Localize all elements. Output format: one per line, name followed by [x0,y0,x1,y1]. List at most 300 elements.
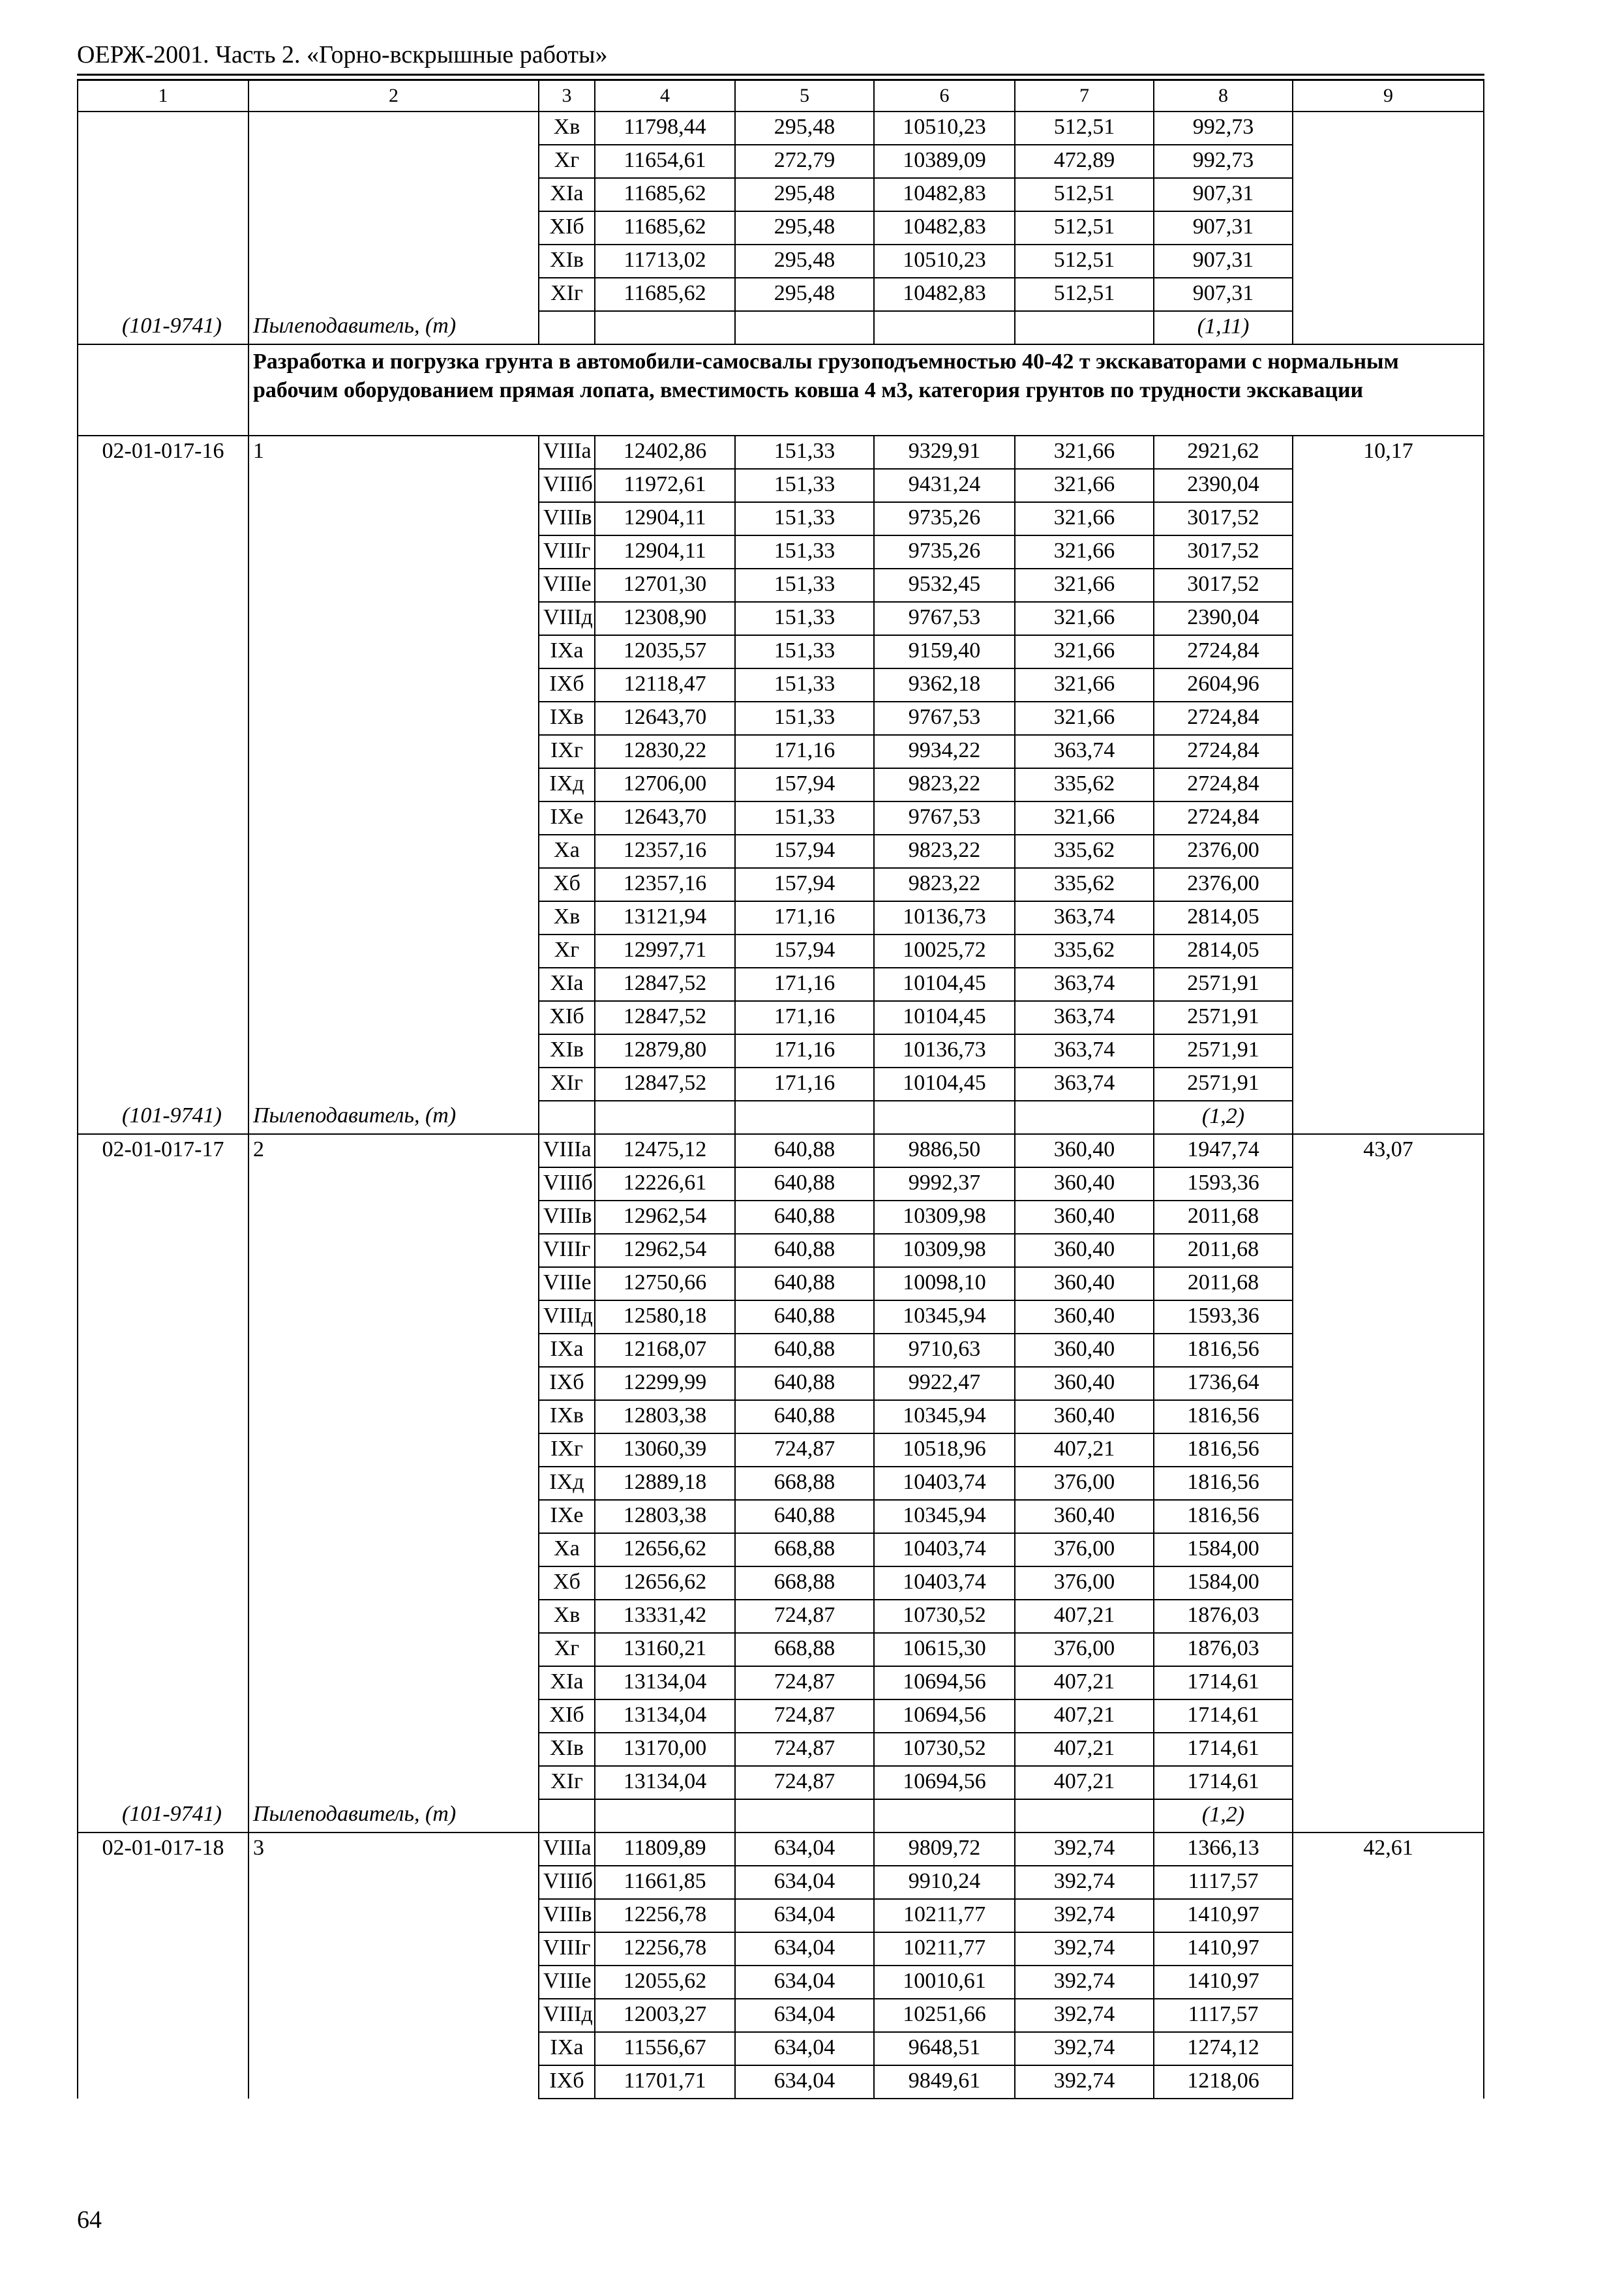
table-row [78,1167,1484,1201]
cell-col3: VIIIд [539,1300,595,1334]
cell-code [78,1966,248,1999]
cell-col3: IXб [539,668,595,702]
cell-col6: 10694,56 [874,1766,1015,1799]
cell-col8: 1714,61 [1154,1666,1293,1699]
cell-col5: 640,88 [735,1400,874,1433]
cell-col8: 1816,56 [1154,1467,1293,1500]
cell-code [78,1666,248,1699]
cell-col8: 2376,00 [1154,868,1293,901]
cell-col9 [1293,211,1484,245]
cell-col9 [1293,868,1484,901]
cell-col5: 668,88 [735,1467,874,1500]
cell-col9 [1293,502,1484,535]
cell-col6: 9329,91 [874,436,1015,469]
cell-col8: 2814,05 [1154,935,1293,968]
cell-name [248,1433,539,1467]
cell-col6: 9910,24 [874,1866,1015,1899]
cell-col6: 9710,63 [874,1334,1015,1367]
cell-code [78,1300,248,1334]
cell-name [248,1267,539,1300]
table-row [78,1433,1484,1467]
cell-col7: 512,51 [1015,245,1154,278]
table-row [78,768,1484,801]
dust-value: (1,11) [1154,311,1293,344]
cell-col9 [1293,1467,1484,1500]
cell-col3: XIа [539,968,595,1001]
cell-col3: XIв [539,1034,595,1068]
cell-code [78,1367,248,1400]
cell-col3: VIIIб [539,1167,595,1201]
cell-name [248,535,539,569]
cell-col5: 171,16 [735,968,874,1001]
cell-col7: 321,66 [1015,635,1154,668]
cell-name [248,178,539,211]
cell-col5: 295,48 [735,178,874,211]
cell-col4: 12256,78 [595,1899,735,1932]
table-row [78,1367,1484,1400]
cell-empty [735,1101,874,1134]
cell-col4: 12879,80 [595,1034,735,1068]
cell-name [248,1500,539,1533]
header-rule-thick [77,74,1484,76]
cell-name [248,1034,539,1068]
cell-col6: 10104,45 [874,1001,1015,1034]
cell-code [78,245,248,278]
table-row [78,2065,1484,2099]
cell-col6: 9886,50 [874,1134,1015,1167]
cell-col3: XIа [539,178,595,211]
cell-col6: 9823,22 [874,835,1015,868]
cell-code [78,1633,248,1666]
cell-col6: 10251,66 [874,1999,1015,2032]
cell-col5: 151,33 [735,602,874,635]
cell-col9 [1293,2032,1484,2065]
cell-name [248,1932,539,1966]
cell-col8: 1714,61 [1154,1733,1293,1766]
cell-code [78,469,248,502]
cell-col3: XIг [539,1068,595,1101]
cell-code [78,602,248,635]
cell-col5: 724,87 [735,1733,874,1766]
cell-col7: 376,00 [1015,1633,1154,1666]
cell-col5: 634,04 [735,1999,874,2032]
cell-col7: 472,89 [1015,145,1154,178]
cell-col5: 640,88 [735,1267,874,1300]
cell-empty [595,1799,735,1833]
cell-col5: 272,79 [735,145,874,178]
cell-col9 [1293,1367,1484,1400]
table-row [78,1034,1484,1068]
cell-name [248,112,539,145]
cell-col8: 992,73 [1154,145,1293,178]
cell-col7: 363,74 [1015,1001,1154,1034]
cell-col3: VIIIд [539,602,595,635]
cell-col5: 157,94 [735,935,874,968]
cell-col3: VIIIв [539,1201,595,1234]
cell-col6: 9767,53 [874,702,1015,735]
cell-empty [1015,311,1154,344]
table-row [78,868,1484,901]
cell-col9 [1293,1666,1484,1699]
cell-col6: 10025,72 [874,935,1015,968]
cell-col8: 1218,06 [1154,2065,1293,2099]
cell-code [78,2065,248,2099]
cell-col3: XIа [539,1666,595,1699]
dust-value: (1,2) [1154,1799,1293,1833]
cell-empty [539,1799,595,1833]
cell-name [248,1866,539,1899]
cell-col8: 1117,57 [1154,1866,1293,1899]
cell-code [78,569,248,602]
cell-col5: 151,33 [735,569,874,602]
cell-col9 [1293,1633,1484,1666]
cell-col9 [1293,1533,1484,1566]
cell-col9 [1293,668,1484,702]
cell-col4: 12962,54 [595,1201,735,1234]
section-title: Разработка и погрузка грунта в автомобили-самосвалы грузоподъемностью 40-42 т экскаваторами с нормальным рабочим оборудованием прямая лопата, вместимость ковша 4 м3, категория грунтов по трудности экскавации [248,344,1484,436]
cell-col7: 407,21 [1015,1699,1154,1733]
cell-col6: 10510,23 [874,112,1015,145]
cell-name [248,935,539,968]
cell-name [248,901,539,935]
cell-code [78,112,248,145]
cell-col9 [1293,1201,1484,1234]
cell-col4: 11972,61 [595,469,735,502]
cell-col6: 10136,73 [874,1034,1015,1068]
cell-col3: IXд [539,768,595,801]
cell-col4: 12299,99 [595,1367,735,1400]
page-number: 64 [77,2206,102,2234]
cell-col7: 321,66 [1015,569,1154,602]
cell-col3: Xв [539,112,595,145]
cell-col7: 335,62 [1015,935,1154,968]
cell-col5: 640,88 [735,1300,874,1334]
cell-col5: 151,33 [735,502,874,535]
section-title-row [78,344,1484,436]
column-number: 5 [735,80,874,112]
cell-name [248,211,539,245]
cell-name [248,1068,539,1101]
cell-col4: 13170,00 [595,1733,735,1766]
cell-col7: 335,62 [1015,768,1154,801]
cell-code [78,1899,248,1932]
cell-col8: 1593,36 [1154,1167,1293,1201]
cell-col3: Xв [539,901,595,935]
cell-col5: 151,33 [735,801,874,835]
table-row [78,1666,1484,1699]
cell-col7: 363,74 [1015,1034,1154,1068]
cell-col5: 157,94 [735,835,874,868]
cell-col7: 363,74 [1015,1068,1154,1101]
cell-col7: 376,00 [1015,1533,1154,1566]
cell-code [78,1400,248,1433]
table-row [78,1001,1484,1034]
cell-name [248,668,539,702]
cell-name [248,245,539,278]
cell-col4: 13134,04 [595,1666,735,1699]
cell-col9 [1293,1334,1484,1367]
cell-col6: 10098,10 [874,1267,1015,1300]
table-row [78,635,1484,668]
cell-empty [1015,1799,1154,1833]
cell-col5: 640,88 [735,1134,874,1167]
cell-code [78,1034,248,1068]
cell-col5: 668,88 [735,1566,874,1600]
cell-col8: 1876,03 [1154,1633,1293,1666]
cell-col6: 10694,56 [874,1699,1015,1733]
cell-col6: 10510,23 [874,245,1015,278]
cell-code [78,1533,248,1566]
cell-col7: 512,51 [1015,211,1154,245]
cell-col4: 13060,39 [595,1433,735,1467]
cell-col5: 724,87 [735,1666,874,1699]
cell-col4: 12402,86 [595,436,735,469]
cell-col5: 151,33 [735,436,874,469]
table-row [78,1566,1484,1600]
cell-col9 [1293,1500,1484,1533]
cell-name [248,1001,539,1034]
cell-col7: 321,66 [1015,602,1154,635]
cell-col4: 11713,02 [595,245,735,278]
cell-col6: 10309,98 [874,1234,1015,1267]
cell-name [248,602,539,635]
cell-col9 [1293,1566,1484,1600]
cell-col4: 12706,00 [595,768,735,801]
cell-col4: 12904,11 [595,502,735,535]
cell-col4: 12701,30 [595,569,735,602]
cell-col8: 907,31 [1154,211,1293,245]
cell-col6: 9992,37 [874,1167,1015,1201]
table-row [78,1600,1484,1633]
cell-col7: 360,40 [1015,1134,1154,1167]
cell-name [248,1400,539,1433]
cell-col6: 10403,74 [874,1533,1015,1566]
cell-col7: 335,62 [1015,868,1154,901]
cell-col9 [1293,1400,1484,1433]
cell-col3: VIIIа [539,1833,595,1866]
table-row [78,1533,1484,1566]
cell-col6: 10730,52 [874,1600,1015,1633]
cell-col7: 360,40 [1015,1300,1154,1334]
cell-col3: IXа [539,635,595,668]
rates-table [77,80,1484,2099]
cell-col9 [1293,1001,1484,1034]
cell-col8: 1593,36 [1154,1300,1293,1334]
cell-col5: 171,16 [735,1034,874,1068]
cell-col6: 9735,26 [874,502,1015,535]
cell-code [78,1068,248,1101]
dust-row [78,311,1484,344]
cell-name [248,768,539,801]
cell-col6: 9648,51 [874,2032,1015,2065]
cell-empty [874,1101,1015,1134]
cell-col8: 2724,84 [1154,702,1293,735]
table-row [78,835,1484,868]
cell-col4: 13121,94 [595,901,735,935]
column-number: 6 [874,80,1015,112]
cell-col9 [1293,1068,1484,1101]
cell-col7: 392,74 [1015,1833,1154,1866]
cell-col7: 360,40 [1015,1500,1154,1533]
cell-code [78,668,248,702]
cell-empty [539,311,595,344]
table-row [78,1068,1484,1101]
cell-col5: 171,16 [735,1001,874,1034]
cell-col5: 640,88 [735,1234,874,1267]
cell-col4: 12803,38 [595,1500,735,1533]
cell-col5: 151,33 [735,635,874,668]
cell-col8: 1947,74 [1154,1134,1293,1167]
cell-col6: 9431,24 [874,469,1015,502]
cell-col4: 12643,70 [595,702,735,735]
cell-col8: 992,73 [1154,112,1293,145]
cell-name [248,1666,539,1699]
cell-col9 [1293,1733,1484,1766]
cell-col4: 12656,62 [595,1533,735,1566]
cell-col3: VIIIа [539,1134,595,1167]
cell-name [248,1367,539,1400]
table-row [78,145,1484,178]
cell-name [248,702,539,735]
cell-col4: 12643,70 [595,801,735,835]
cell-col9 [1293,702,1484,735]
column-number: 4 [595,80,735,112]
cell-code [78,1733,248,1766]
cell-col3: IXб [539,1367,595,1400]
cell-col9 [1293,145,1484,178]
cell-col8: 1584,00 [1154,1533,1293,1566]
cell-col6: 9823,22 [874,868,1015,901]
table-row [78,1267,1484,1300]
cell-col8: 2011,68 [1154,1201,1293,1234]
cell-col4: 12256,78 [595,1932,735,1966]
cell-col5: 157,94 [735,768,874,801]
table-row [78,1932,1484,1966]
cell-code [78,968,248,1001]
cell-col6: 10345,94 [874,1300,1015,1334]
cell-code [78,1600,248,1633]
cell-code [78,1566,248,1600]
cell-code: 02-01-017-17 [78,1134,248,1167]
cell-col4: 12847,52 [595,1001,735,1034]
cell-col7: 360,40 [1015,1400,1154,1433]
table-row [78,178,1484,211]
cell-col4: 13160,21 [595,1633,735,1666]
cell-empty [539,1101,595,1134]
column-number: 9 [1293,80,1484,112]
cell-col7: 512,51 [1015,112,1154,145]
cell-code [78,1433,248,1467]
cell-col8: 2814,05 [1154,901,1293,935]
cell-name [248,1699,539,1733]
cell-col5: 295,48 [735,245,874,278]
column-number: 3 [539,80,595,112]
cell-name [248,1533,539,1566]
cell-col4: 12962,54 [595,1234,735,1267]
table-row [78,469,1484,502]
column-number-row [78,80,1484,112]
cell-col5: 640,88 [735,1334,874,1367]
cell-col6: 10211,77 [874,1932,1015,1966]
cell-col9 [1293,935,1484,968]
table-row [78,1500,1484,1533]
cell-col6: 9767,53 [874,801,1015,835]
cell-col5: 668,88 [735,1533,874,1566]
cell-col8: 1714,61 [1154,1766,1293,1799]
dust-name: Пылеподавитель, (т) [248,311,539,344]
cell-name [248,801,539,835]
cell-col9 [1293,245,1484,278]
table-row [78,602,1484,635]
cell-col9 [1293,569,1484,602]
cell-col5: 640,88 [735,1167,874,1201]
cell-col6: 9823,22 [874,768,1015,801]
cell-col4: 12830,22 [595,735,735,768]
cell-col5: 640,88 [735,1367,874,1400]
cell-col6: 10309,98 [874,1201,1015,1234]
cell-col3: Xв [539,1600,595,1633]
table-row [78,1201,1484,1234]
cell-col6: 10730,52 [874,1733,1015,1766]
cell-name [248,278,539,311]
table-row [78,1899,1484,1932]
cell-col8: 2921,62 [1154,436,1293,469]
cell-col7: 321,66 [1015,535,1154,569]
cell-col7: 392,74 [1015,2032,1154,2065]
cell-col4: 12847,52 [595,968,735,1001]
cell-col4: 12168,07 [595,1334,735,1367]
cell-code [78,735,248,768]
cell-col6: 10104,45 [874,1068,1015,1101]
cell-col3: XIб [539,1699,595,1733]
cell-name: 2 [248,1134,539,1167]
dust-code: (101-9741) [78,1799,248,1833]
cell-col7: 376,00 [1015,1467,1154,1500]
cell-col6: 9809,72 [874,1833,1015,1866]
table-row [78,668,1484,702]
column-number: 7 [1015,80,1154,112]
cell-col4: 12889,18 [595,1467,735,1500]
cell-col9 [1293,178,1484,211]
column-number: 1 [78,80,248,112]
cell-code [78,1201,248,1234]
cell-col4: 11685,62 [595,278,735,311]
cell-col8: 2724,84 [1154,768,1293,801]
table-row [78,801,1484,835]
cell-col3: VIIIв [539,502,595,535]
cell-code [78,178,248,211]
cell-col6: 10403,74 [874,1467,1015,1500]
cell-col7: 363,74 [1015,968,1154,1001]
cell-col5: 724,87 [735,1433,874,1467]
cell-col4: 12055,62 [595,1966,735,1999]
cell-col3: VIIIг [539,1234,595,1267]
cell-empty [1015,1101,1154,1134]
cell-col9 [1293,1433,1484,1467]
cell-name [248,1600,539,1633]
cell-code [78,868,248,901]
cell-col3: Xб [539,1566,595,1600]
cell-name [248,1733,539,1766]
cell-col4: 12035,57 [595,635,735,668]
cell-col6: 9934,22 [874,735,1015,768]
cell-code [78,901,248,935]
cell-col7: 512,51 [1015,278,1154,311]
cell-name [248,502,539,535]
cell-col7: 321,66 [1015,436,1154,469]
cell-col5: 171,16 [735,901,874,935]
cell-col9 [1293,635,1484,668]
